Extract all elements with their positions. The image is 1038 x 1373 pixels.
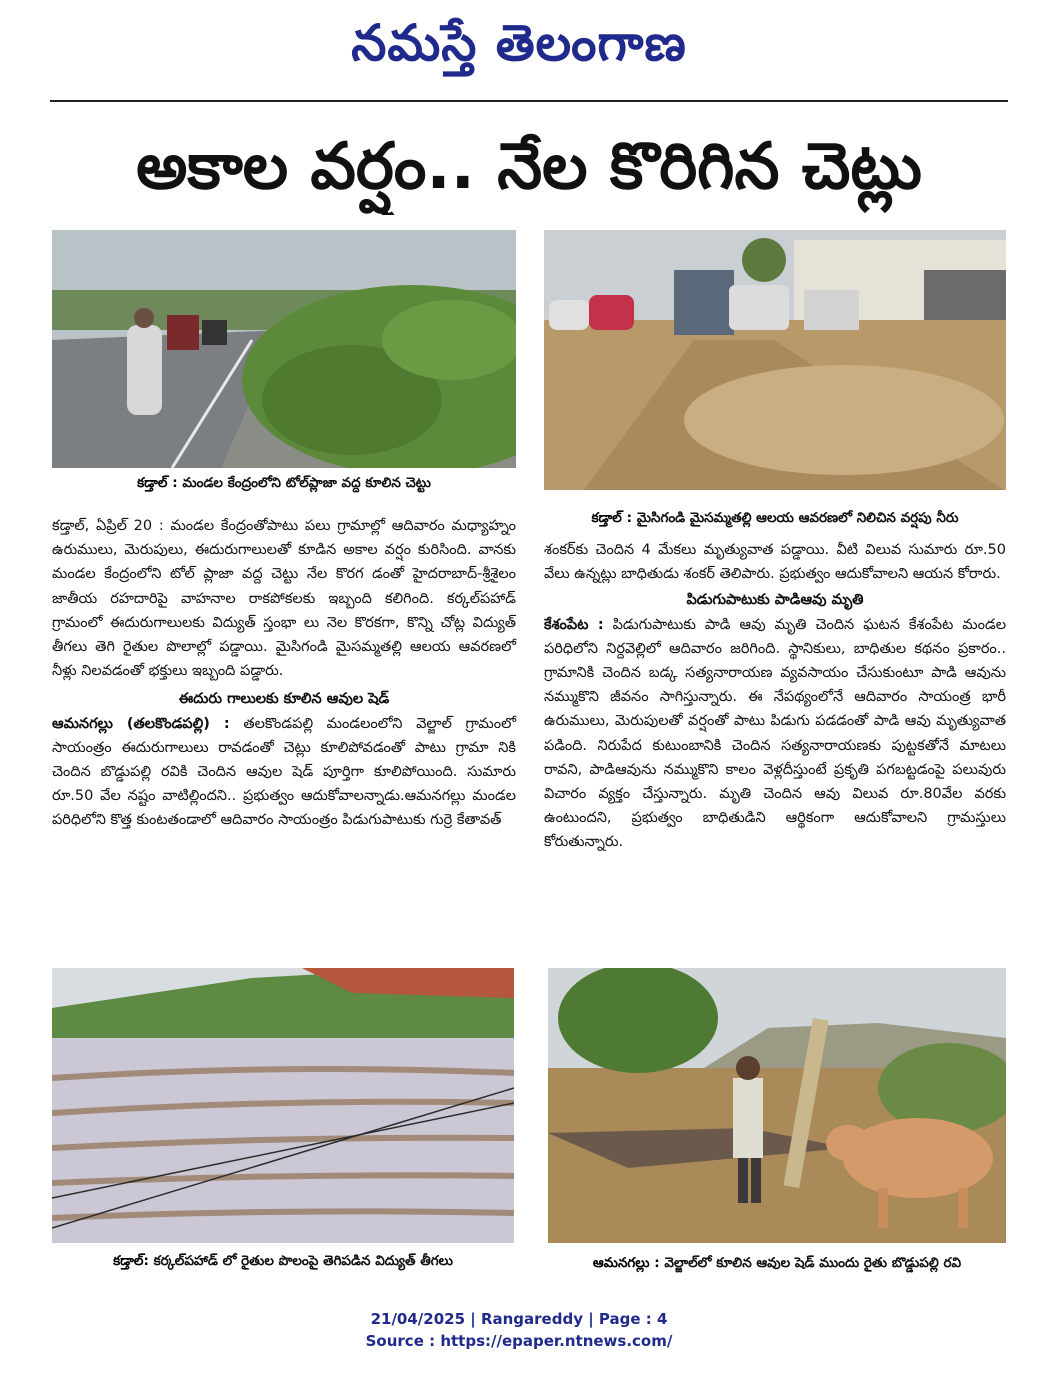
photo1-caption: [52, 472, 516, 494]
article-paragraph: [544, 613, 1006, 855]
article-paragraph: శంకర్‌కు చెందిన 4 మేకలు మృత్యువాత పడ్డాయి. వీటి విలువ సుమారు రూ.50 వేలు ఉన్నట్లు బాధితుడు శంకర్ తెలిపారు. ప్రభుత్వం ఆదుకోవాలని ఆయన కోరారు.: [544, 542, 1006, 583]
caption-place: కడ్తాల్ :: [591, 510, 632, 526]
photo-farmer-cow: [548, 968, 1006, 1243]
subheading: పిడుగుపాటుకు పాడిఆవు మృతి: [686, 592, 864, 609]
caption-place: కడ్తాల్:: [113, 1253, 149, 1269]
masthead-logo: నమస్తే తెలంగాణ: [351, 14, 687, 72]
caption-text: వెల్జాల్‌లో కూలిన ఆవుల షెడ్ ముందు రైతు బొడ్డుపల్లి రవి: [664, 1255, 962, 1271]
caption-place: ఆమనగల్లు :: [592, 1255, 660, 1271]
footer-date-edition: 21/04/2025 | Rangareddy | Page : 4: [370, 1310, 668, 1328]
masthead-divider: [50, 100, 1008, 102]
photo-waterlogged-road: [544, 230, 1006, 490]
paragraph-body: పిడుగుపాటుకు పాడి ఆవు మృతి చెందిన ఘటన కేశంపేట మండల పరిధిలోని నిర్దవెల్లిలో ఆదివారం జరిగింది. స్థానికులు, బాధితుల కథనం ప్రకారం.. గ్రామానికి చెందిన బడ్క సత్యనారాయణ వ్యవసాయం చేసుకుంటూ పాడి ఆవును నమ్ముకొని జీవనం సాగిస్తున్నారు. ఈ నేపథ్యంలోనే ఆదివారం సాయంత్ర భారీ ఉరుములు, మెరుపులతో వర్షంతో పాటు పిడుగు పడడంతో పాడి ఆవు మృత్యువాత పడింది. నిరుపేద కుటుంబానికి చెందిన సత్యనారాయణకు పుట్టకతోనే మాటలు రావని, పాడిఆవును నమ్ముకొని కాలం వెళ్లదీస్తుంటే ప్రకృతి పగబట్టడంపై పలువురు విచారం వ్యక్తం చేస్తున్నారు. మృతి చెందిన ఆవు విలువ రూ.80వేల వరకు ఉంటుందని, ప్రభుత్వం బాధితుడిని ఆర్థికంగా ఆదుకోవాలని గ్రామస్తులు కోరుతున్నారు.: [544, 616, 1006, 851]
paragraph-body: తలకొండపల్లి మండలంలోని వెల్జాల్ గ్రామంలో సాయంత్రం ఈదురుగాలులు రావడంతో చెట్లు కూలిపోవడంతో పాటు గ్రామా నికి చెందిన బొడ్డుపల్లి రవికి చెందిన ఆవుల షెడ్ పూర్తిగా కూలిపోయింది. సుమారు రూ.50 వేల నష్టం వాటిల్లిందని.. ప్రభుత్వం ఆదుకోవాలన్నాడు.ఆమనగల్లు మండల పరిధిలోని కొత్త కుంటతండాలో ఆదివారం సాయంత్రం పిడుగుపాటుకు గుర్రె కేతావత్: [52, 715, 516, 829]
caption-place: కడ్తాల్ :: [137, 475, 178, 491]
photo2-caption: [544, 507, 1006, 529]
headline: అకాల వర్షం.. నేల కొరిగిన చెట్లు: [136, 130, 922, 204]
caption-text: మైసిగండి మైసమ్మతల్లి ఆలయ ఆవరణలో నిలిచిన వర్షపు నీరు: [636, 510, 959, 526]
photo4-caption: [548, 1252, 1006, 1274]
paragraph-dateline: ఆమనగల్లు (తలకొండపల్లి) :: [52, 715, 230, 732]
photo-fallen-tree: [52, 230, 516, 468]
caption-text: మండల కేంద్రంలోని టోల్‌ప్లాజా వద్ద కూలిన చెట్టు: [182, 475, 431, 491]
footer-source: Source : https://epaper.ntnews.com/: [365, 1332, 673, 1350]
article-left-column: [52, 514, 516, 959]
photo-field-wires: [52, 968, 514, 1243]
article-paragraph: [52, 712, 516, 833]
caption-text: కర్కల్‌పహాడ్ లో రైతుల పొలంపై తెగిపడిన విద్యుత్ తీగలు: [153, 1253, 453, 1269]
article-right-column: [544, 538, 1006, 959]
article-paragraph: కడ్తాల్, ఏప్రిల్ 20 : మండల కేంద్రంతోపాటు పలు గ్రామాల్లో ఆదివారం మధ్యాహ్నం ఉరుములు, మెరుపులు, ఈదురుగాలులతో కూడిన అకాల వర్షం కురిసింది. వానకు మండల కేంద్రంలోని టోల్ ప్లాజా వద్ద చెట్టు నేల కొరగ డంతో హైదరాబాద్-శ్రీశైలం జాతీయ రహదారిపై వాహనాల రాకపోకలకు ఇబ్బంది కలిగింది. కర్కల్‌పహాడ్ గ్రామంలో ఈదురుగాలులకు విద్యుత్ స్తంభా లు నెల కొరకగా, కొన్ని చోట్ల విద్యుత్ తీగలు తెగి రైతుల పొలాల్లో పడ్డాయి. మైసిగండి మైసమ్మతల్లి ఆలయ ఆవరణలో నీళ్లు నిలవడంతో భక్తులు ఇబ్బంది పడ్డారు.: [52, 518, 516, 680]
photo3-caption: [52, 1250, 514, 1272]
subheading: ఈదురు గాలులకు కూలిన ఆవుల షెడ్: [178, 691, 390, 708]
paragraph-dateline: కేశంపేట :: [544, 616, 604, 633]
